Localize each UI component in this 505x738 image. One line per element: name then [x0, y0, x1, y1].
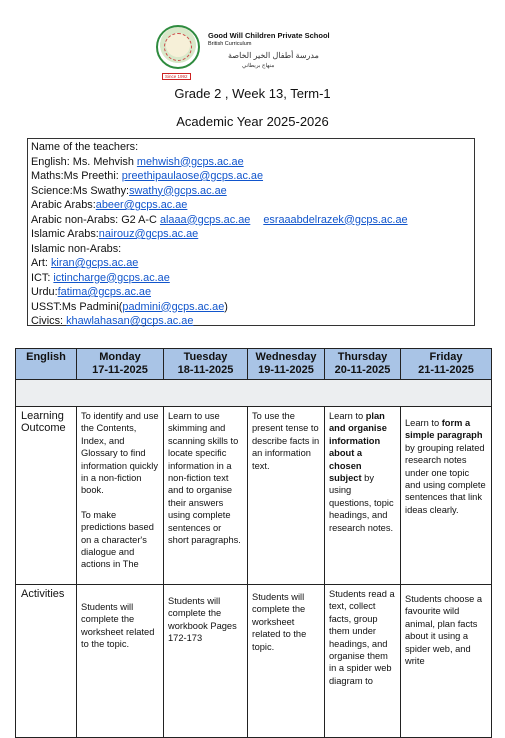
band-cell	[16, 380, 492, 407]
activity-friday: Students choose a favourite wild animal, plan facts about it using a spider web, and write	[401, 585, 492, 738]
since-badge: Since 1992	[162, 73, 191, 80]
maths-label: Maths:Ms Preethi:	[31, 170, 122, 182]
day-header-wednesday	[248, 349, 325, 380]
activity-thursday: Students read a text, collect facts, group them under headings, and organise them in a spider web diagram to	[325, 585, 401, 738]
days-header-row	[16, 349, 492, 380]
usst-email-link[interactable]: padmini@gcps.ac.ae	[122, 300, 225, 313]
school-curriculum: British Curriculum	[208, 41, 252, 47]
activity-tuesday: Students will complete the workbook Pages 172-173	[164, 585, 248, 738]
science-label: Science:Ms Swathy:	[31, 184, 130, 197]
outcome-friday-bold: form a simple paragraph	[405, 418, 483, 441]
academic-year: Academic Year 2025-2026	[176, 114, 329, 129]
activities-row	[16, 585, 492, 738]
outcome-monday	[77, 407, 164, 585]
school-name-arabic: مدرسة أطفال الخير الخاصة	[228, 51, 319, 60]
urdu-email-link[interactable]: fatima@gcps.ac.ae	[57, 286, 152, 298]
day-name: Friday	[429, 351, 463, 363]
subject-header: English	[16, 349, 77, 380]
arabic-arabs-email-link[interactable]: abeer@gcps.ac.ae	[95, 199, 188, 211]
school-logo	[156, 25, 356, 79]
science-teacher	[31, 184, 471, 199]
table-top-band	[16, 380, 492, 407]
day-name: Monday	[99, 351, 141, 363]
outcome-thursday-pre: Learn to	[329, 411, 366, 421]
day-header-tuesday	[164, 349, 248, 380]
school-name: Good Will Children Private School	[208, 31, 330, 40]
maths-email-link[interactable]: preethipaulaose@gcps.ac.ae	[121, 170, 264, 182]
page-title: Grade 2 , Week 13, Term-1	[174, 86, 331, 101]
arabic-arabs-teacher	[31, 198, 471, 213]
day-name: Wednesday	[255, 351, 317, 363]
day-date: 20-11-2025	[334, 364, 391, 376]
day-name: Thursday	[337, 351, 388, 363]
outcome-wednesday: To use the present tense to describe facts in an information text.	[248, 407, 325, 585]
outcome-monday-part1: To identify and use the Contents, Index, and Glossary to find information quickly in a non-fiction book.	[81, 411, 159, 496]
learning-outcome-row	[16, 407, 492, 585]
english-teacher	[31, 155, 471, 170]
day-date: 19-11-2025	[258, 364, 314, 376]
science-email-link[interactable]: swathy@gcps.ac.ae	[129, 184, 227, 197]
outcome-thursday	[325, 407, 401, 585]
english-email-link[interactable]: mehwish@gcps.ac.ae	[136, 155, 244, 168]
urdu-teacher	[31, 285, 471, 300]
islamic-arabs-teacher	[31, 227, 471, 242]
outcome-friday-pre: Learn to	[405, 418, 442, 428]
ict-label: ICT:	[31, 271, 54, 284]
ict-teacher	[31, 271, 471, 286]
teachers-title: Name of the teachers:	[31, 141, 139, 153]
usst-teacher	[31, 300, 471, 315]
day-name: Tuesday	[183, 351, 228, 363]
art-teacher	[31, 256, 471, 271]
day-date: 18-11-2025	[177, 364, 234, 376]
arabic-non-arabs-email-link-2[interactable]: esraaabdelrazek@gcps.ac.ae	[263, 213, 408, 226]
outcome-friday-post: by grouping related research notes under one topic and using complete sentences that link ideas clearly.	[405, 442, 486, 515]
activity-wednesday: Students will complete the worksheet related to the topic.	[248, 585, 325, 738]
day-header-thursday	[325, 349, 401, 380]
islamic-arabs-label: Islamic Arabs:	[31, 228, 99, 240]
art-email-link[interactable]: kiran@gcps.ac.ae	[50, 257, 139, 269]
weekly-plan-table	[15, 348, 492, 738]
outcome-friday	[401, 407, 492, 585]
activities-label: Activities	[16, 585, 77, 738]
arabic-arabs-label: Arabic Arabs:	[31, 199, 96, 211]
usst-close-paren: )	[224, 300, 228, 313]
learning-outcome-label: Learning Outcome	[16, 407, 77, 585]
english-label: English: Ms. Mehvish	[31, 155, 137, 168]
activity-monday: Students will complete the worksheet related to the topic.	[77, 585, 164, 738]
islamic-arabs-email-link[interactable]: nairouz@gcps.ac.ae	[98, 228, 199, 240]
day-header-monday	[77, 349, 164, 380]
arabic-non-arabs-email-link-1[interactable]: alaaa@gcps.ac.ae	[159, 213, 251, 226]
civics-email-link[interactable]: khawlahasan@gcps.ac.ae	[66, 315, 194, 327]
maths-teacher	[31, 169, 471, 184]
urdu-label: Urdu:	[31, 286, 58, 298]
usst-label: USST:Ms Padmini(	[31, 300, 123, 313]
islamic-non-arabs-teacher: Islamic non-Arabs:	[31, 242, 122, 255]
outcome-monday-part2: To make predictions based on a character's dialogue and actions in The	[81, 509, 154, 570]
outcome-thursday-bold: plan and organise information about a chosen subject	[329, 411, 387, 484]
school-curriculum-arabic: منهاج بريطاني	[242, 63, 275, 69]
art-label: Art:	[31, 257, 51, 269]
day-date: 21-11-2025	[418, 364, 474, 376]
outcome-thursday-post: by using questions, topic headings, and research notes.	[329, 473, 394, 533]
civics-teacher	[31, 314, 471, 329]
civics-label: Civics:	[31, 315, 67, 327]
teachers-box	[27, 138, 475, 326]
outcome-tuesday: Learn to use skimming and scanning skills to locate specific information in a non-fiction text and to organise their answers using complete sentences or short paragraphs.	[164, 407, 248, 585]
day-header-friday	[401, 349, 492, 380]
school-crest-icon	[156, 25, 200, 69]
arabic-non-arabs-teacher	[31, 213, 471, 228]
ict-email-link[interactable]: ictincharge@gcps.ac.ae	[53, 271, 170, 284]
day-date: 17-11-2025	[92, 364, 148, 376]
arabic-non-arabs-label: Arabic non-Arabs: G2 A-C	[31, 213, 160, 226]
